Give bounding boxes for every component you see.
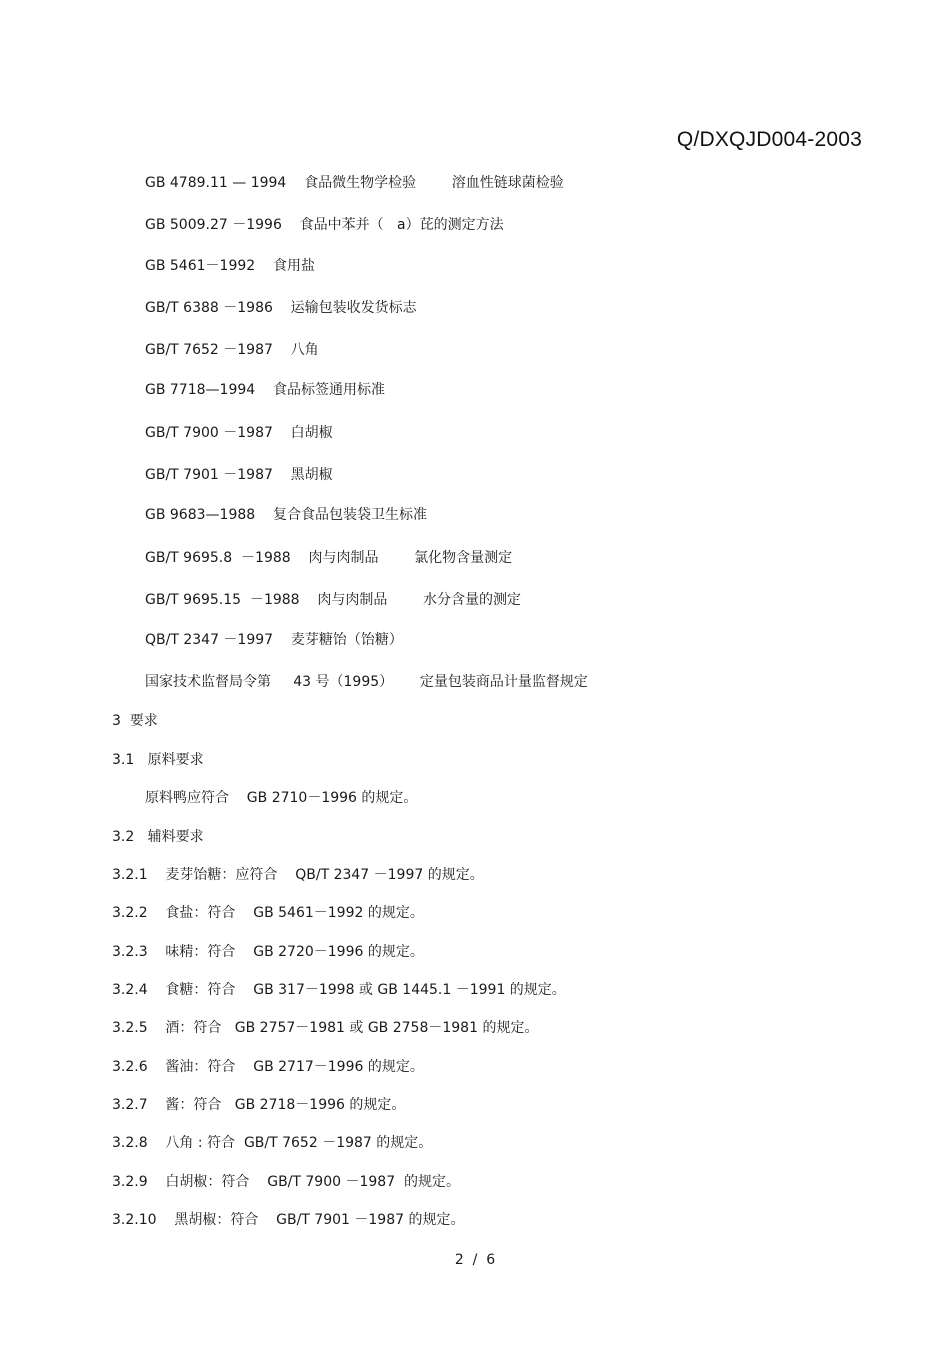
reference-line: GB 7718—1994 食品标签通用标准 bbox=[145, 382, 385, 398]
document-code: Q/DXQJD004-2003 bbox=[676, 128, 862, 151]
section-heading: 3 要求 bbox=[112, 713, 158, 729]
subsection-heading: 3.2 辅料要求 bbox=[112, 829, 204, 845]
clause-item: 3.2.1 麦芽饴糖：应符合 QB/T 2347 －1997 的规定。 bbox=[112, 867, 484, 883]
reference-line: QB/T 2347 －1997 麦芽糖饴（饴糖） bbox=[145, 632, 403, 648]
clause-item: 3.2.5 酒：符合 GB 2757－1981 或 GB 2758－1981 的规定。 bbox=[112, 1020, 539, 1036]
clause-item: 3.2.10 黑胡椒：符合 GB/T 7901 －1987 的规定。 bbox=[112, 1212, 465, 1228]
clause-item: 3.2.7 酱：符合 GB 2718－1996 的规定。 bbox=[112, 1097, 406, 1113]
clause-item: 3.2.4 食糖：符合 GB 317－1998 或 GB 1445.1 －1991 的规定。 bbox=[112, 982, 566, 998]
reference-line: 国家技术监督局令第 43 号（1995） 定量包装商品计量监督规定 bbox=[145, 674, 588, 690]
clause-item: 3.2.6 酱油：符合 GB 2717－1996 的规定。 bbox=[112, 1059, 424, 1075]
reference-line: GB/T 7900 －1987 白胡椒 bbox=[145, 425, 333, 441]
paragraph: 原料鸭应符合 GB 2710－1996 的规定。 bbox=[145, 790, 418, 806]
reference-line: GB/T 9695.15 －1988 肉与肉制品 水分含量的测定 bbox=[145, 592, 521, 608]
subsection-heading: 3.1 原料要求 bbox=[112, 752, 204, 768]
clause-item: 3.2.8 八角 : 符合 GB/T 7652 －1987 的规定。 bbox=[112, 1135, 433, 1151]
reference-line: GB 5009.27 －1996 食品中苯并（ a）芘的测定方法 bbox=[145, 217, 504, 233]
reference-line: GB 4789.11 — 1994 食品微生物学检验 溶血性链球菌检验 bbox=[145, 175, 564, 191]
clause-item: 3.2.3 味精：符合 GB 2720－1996 的规定。 bbox=[112, 944, 424, 960]
reference-line: GB/T 9695.8 －1988 肉与肉制品 氯化物含量测定 bbox=[145, 550, 513, 566]
reference-line: GB/T 6388 －1986 运输包装收发货标志 bbox=[145, 300, 417, 316]
clause-item: 3.2.9 白胡椒：符合 GB/T 7900 －1987 的规定。 bbox=[112, 1174, 461, 1190]
page-number: 2 / 6 bbox=[454, 1252, 496, 1268]
reference-line: GB/T 7652 －1987 八角 bbox=[145, 342, 319, 358]
reference-line: GB 5461－1992 食用盐 bbox=[145, 258, 315, 274]
clause-item: 3.2.2 食盐：符合 GB 5461－1992 的规定。 bbox=[112, 905, 424, 921]
reference-line: GB/T 7901 －1987 黑胡椒 bbox=[145, 467, 333, 483]
reference-line: GB 9683—1988 复合食品包装袋卫生标准 bbox=[145, 507, 427, 523]
